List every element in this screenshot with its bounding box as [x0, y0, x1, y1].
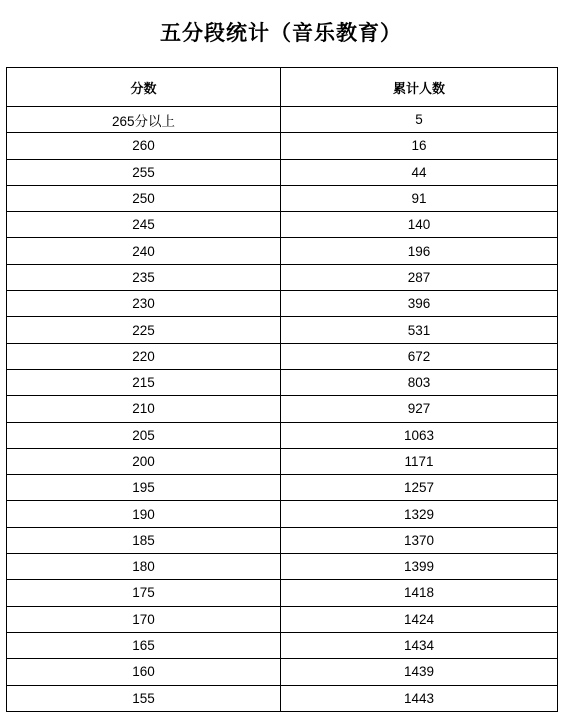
count-cell: 5 [281, 107, 558, 133]
count-cell: 927 [281, 396, 558, 422]
score-cell: 220 [7, 343, 281, 369]
count-cell: 1370 [281, 527, 558, 553]
count-cell: 396 [281, 291, 558, 317]
score-cell: 180 [7, 554, 281, 580]
count-cell: 1063 [281, 422, 558, 448]
page-title: 五分段统计（音乐教育） [160, 20, 402, 45]
count-cell: 1434 [281, 632, 558, 658]
score-cell: 175 [7, 580, 281, 606]
score-cell: 170 [7, 606, 281, 632]
table-header-row [7, 68, 558, 107]
score-cell: 240 [7, 238, 281, 264]
table-row [7, 238, 558, 264]
table-row [7, 685, 558, 711]
count-cell: 91 [281, 185, 558, 211]
table-row [7, 212, 558, 238]
table-row [7, 554, 558, 580]
table-row [7, 369, 558, 395]
score-cell: 205 [7, 422, 281, 448]
count-cell: 140 [281, 212, 558, 238]
table-body [7, 107, 558, 712]
score-cell: 215 [7, 369, 281, 395]
table-row [7, 291, 558, 317]
score-cell: 225 [7, 317, 281, 343]
score-cell: 235 [7, 264, 281, 290]
score-cell: 255 [7, 159, 281, 185]
score-cell: 210 [7, 396, 281, 422]
count-cell: 1439 [281, 659, 558, 685]
count-cell: 287 [281, 264, 558, 290]
count-cell: 44 [281, 159, 558, 185]
table-row [7, 185, 558, 211]
column-header-cumulative-count: 累计人数 [281, 68, 558, 107]
score-cell: 230 [7, 291, 281, 317]
table-row [7, 396, 558, 422]
table-row [7, 527, 558, 553]
score-cell: 250 [7, 185, 281, 211]
table-row [7, 422, 558, 448]
score-cell: 245 [7, 212, 281, 238]
table-row [7, 659, 558, 685]
table-row [7, 606, 558, 632]
score-cell: 260 [7, 133, 281, 159]
count-cell: 16 [281, 133, 558, 159]
score-cell: 165 [7, 632, 281, 658]
count-cell: 531 [281, 317, 558, 343]
score-cell: 190 [7, 501, 281, 527]
score-cell: 200 [7, 448, 281, 474]
table-row [7, 317, 558, 343]
count-cell: 196 [281, 238, 558, 264]
table-row [7, 133, 558, 159]
table-row [7, 159, 558, 185]
count-cell: 1418 [281, 580, 558, 606]
count-cell: 1443 [281, 685, 558, 711]
count-cell: 803 [281, 369, 558, 395]
score-cell: 155 [7, 685, 281, 711]
score-cell: 185 [7, 527, 281, 553]
score-distribution-table [6, 67, 558, 712]
table-row [7, 448, 558, 474]
score-cell: 265分以上 [7, 107, 281, 133]
score-cell: 160 [7, 659, 281, 685]
table-row [7, 632, 558, 658]
count-cell: 1424 [281, 606, 558, 632]
count-cell: 672 [281, 343, 558, 369]
table-row [7, 343, 558, 369]
count-cell: 1329 [281, 501, 558, 527]
count-cell: 1171 [281, 448, 558, 474]
column-header-score: 分数 [7, 68, 281, 107]
score-cell: 195 [7, 475, 281, 501]
table-row [7, 501, 558, 527]
table-row [7, 475, 558, 501]
table-row [7, 580, 558, 606]
table-row [7, 264, 558, 290]
count-cell: 1257 [281, 475, 558, 501]
count-cell: 1399 [281, 554, 558, 580]
table-row [7, 107, 558, 133]
